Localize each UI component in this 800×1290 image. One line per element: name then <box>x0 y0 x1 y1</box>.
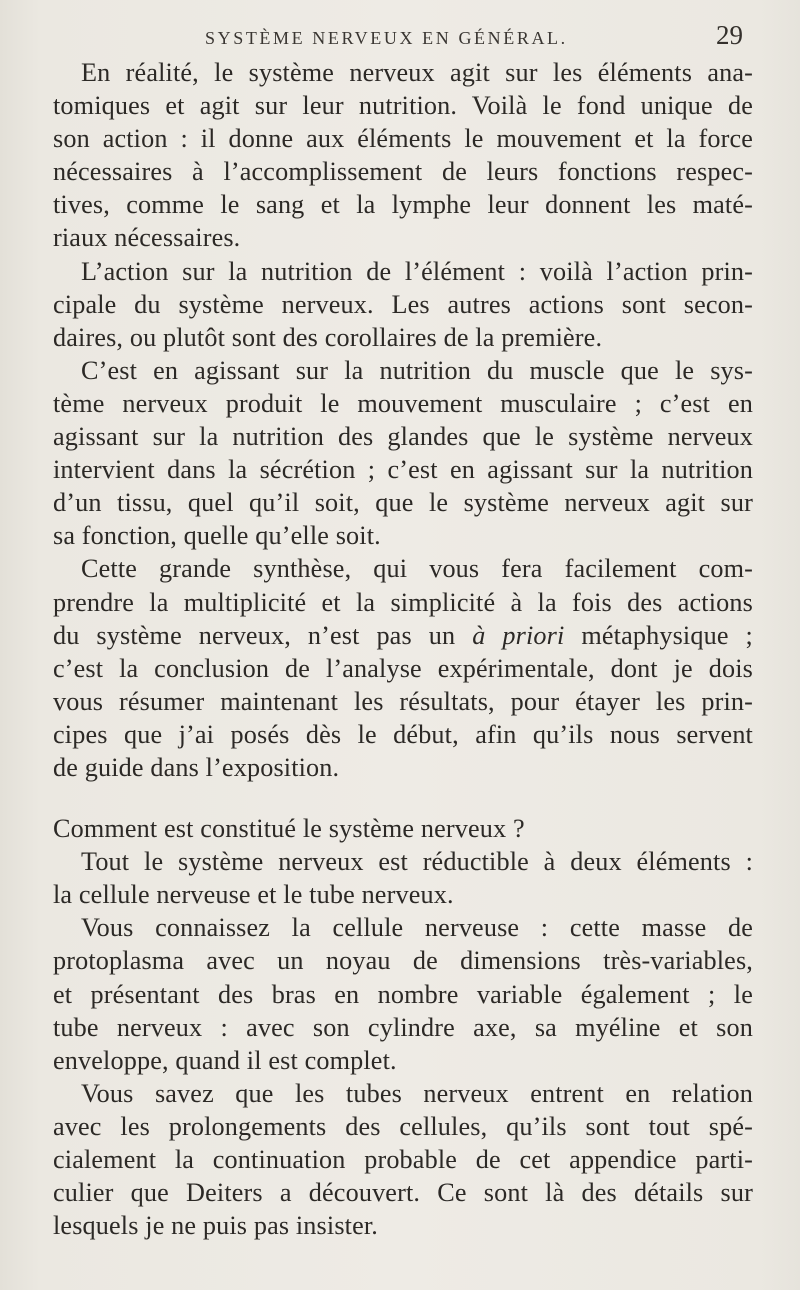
text-line: sa fonction, quelle qu’elle soit. <box>53 521 381 551</box>
paragraph-1 <box>53 56 753 255</box>
text-line: c’est la conclusion de l’analyse expérimentale, dont je dois <box>53 653 753 683</box>
paragraph-6 <box>53 845 753 911</box>
text-line: et présentant des bras en nombre variable également ; le <box>53 979 753 1009</box>
paragraph-2 <box>53 255 753 354</box>
text-line: nécessaires à l’accomplissement de leurs fonctions respec- <box>53 157 753 187</box>
text-line: L’action sur la nutrition de l’élément : voilà l’action prin- <box>81 256 753 286</box>
text-line: avec les prolongements des cellules, qu’ils sont tout spé- <box>53 1111 753 1141</box>
text-line: En réalité, le système nerveux agit sur les éléments ana- <box>81 58 753 87</box>
text-line: tube nerveux : avec son cylindre axe, sa myéline et son <box>53 1012 753 1042</box>
paragraph-4 <box>53 552 753 784</box>
text-line: Cette grande synthèse, qui vous fera facilement com- <box>81 554 753 584</box>
text-line: Vous connaissez la cellule nerveuse : cette masse de <box>81 913 753 943</box>
text-line: culier que Deiters a découvert. Ce sont là des détails sur <box>53 1178 753 1208</box>
text-line: son action : il donne aux éléments le mouvement et la force <box>53 124 753 154</box>
paragraph-3 <box>53 354 753 553</box>
text-line: agissant sur la nutrition des glandes que le système nerveux <box>53 422 753 452</box>
text-line: tives, comme le sang et la lymphe leur donnent les maté- <box>53 190 753 220</box>
text-line: vous résumer maintenant les résultats, pour étayer les prin- <box>53 686 753 716</box>
page-number: 29 <box>716 20 743 50</box>
italic-term: à priori <box>472 620 565 650</box>
text-fragment: du système nerveux, n’est pas un <box>53 620 473 650</box>
text-fragment: métaphysique ; <box>564 620 753 650</box>
section-gap <box>53 784 753 812</box>
text-line: intervient dans la sécrétion ; c’est en agissant sur la nutrition <box>53 455 753 485</box>
text-line: cipes que j’ai posés dès le début, afin qu’ils nous servent <box>53 719 753 749</box>
running-head <box>0 6 800 50</box>
paragraph-8 <box>53 1077 753 1242</box>
text-line: tème nerveux produit le mouvement musculaire ; c’est en <box>53 388 753 418</box>
body-text <box>53 56 753 1242</box>
text-line: protoplasma avec un noyau de dimensions très-variables, <box>53 946 753 976</box>
paragraph-5 <box>53 812 753 845</box>
running-title: SYSTÈME NERVEUX EN GÉNÉRAL. <box>205 28 568 48</box>
paragraph-7 <box>53 911 753 1076</box>
text-line: la cellule nerveuse et le tube nerveux. <box>53 880 454 910</box>
text-line: daires, ou plutôt sont des corollaires de la première. <box>53 322 603 352</box>
text-line: cipale du système nerveux. Les autres actions sont secon- <box>53 289 753 319</box>
text-line: d’un tissu, quel qu’il soit, que le système nerveux agit sur <box>53 488 753 518</box>
text-line: enveloppe, quand il est complet. <box>53 1045 397 1075</box>
text-line: C’est en agissant sur la nutrition du muscle que le sys- <box>81 355 753 385</box>
text-line: prendre la multiplicité et la simplicité à la fois des actions <box>53 587 753 617</box>
text-line: cialement la continuation probable de cet appendice parti- <box>53 1145 753 1174</box>
text-line: Tout le système nerveux est réductible à deux éléments : <box>81 847 753 877</box>
text-line: lesquels je ne puis pas insister. <box>53 1211 378 1241</box>
section-question: Comment est constitué le système nerveux ? <box>53 814 525 844</box>
text-line: tomiques et agit sur leur nutrition. Voilà le fond unique de <box>53 91 753 121</box>
text-line: Vous savez que les tubes nerveux entrent en relation <box>81 1078 753 1108</box>
text-line: riaux nécessaires. <box>53 223 241 253</box>
text-line: de guide dans l’exposition. <box>53 752 340 782</box>
text-line-with-italic <box>53 619 753 652</box>
